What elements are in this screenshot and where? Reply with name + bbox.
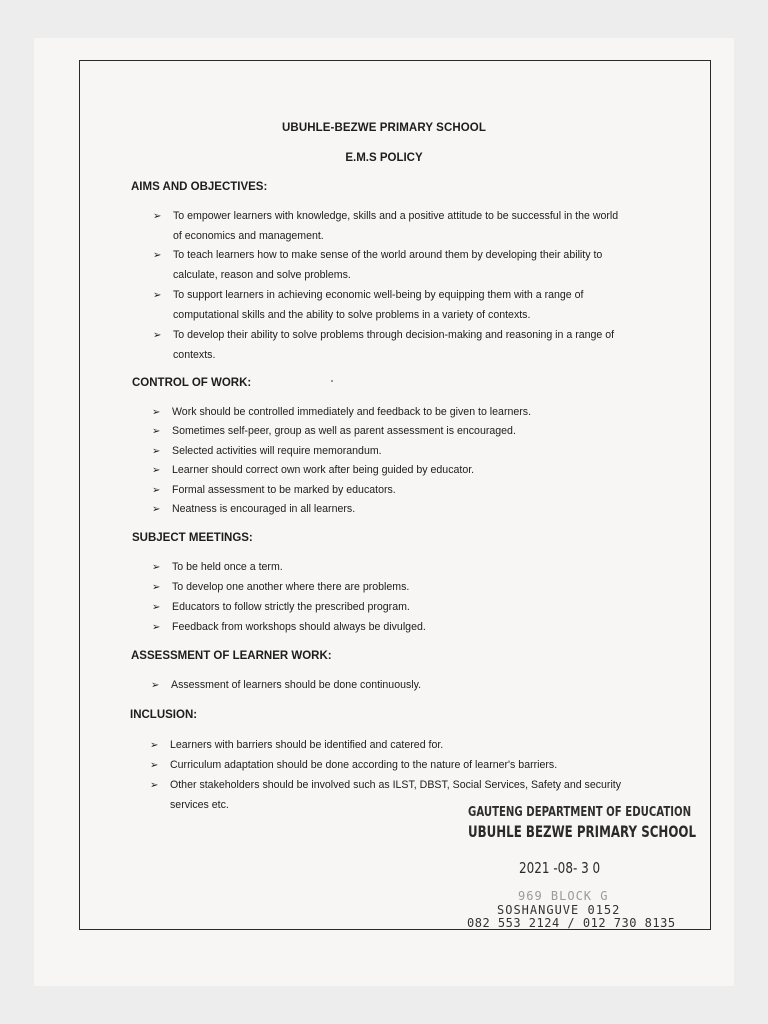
assessment-item-text: Assessment of learners should be done continuously. xyxy=(171,679,422,691)
meetings-item xyxy=(152,598,662,618)
inclusion-item xyxy=(150,756,660,776)
arrow-bullet-icon: ➢ xyxy=(152,602,161,613)
aims-item-line: of economics and management. xyxy=(173,229,324,242)
meetings-item xyxy=(152,558,662,578)
meetings-item-text: Educators to follow strictly the prescribed program. xyxy=(172,601,410,613)
arrow-bullet-icon: ➢ xyxy=(150,740,159,751)
inclusion-item-text: Curriculum adaptation should be done according to the nature of learner's barriers. xyxy=(170,759,558,771)
aims-item-line: To develop their ability to solve problems through decision-making and reasoning in a range of xyxy=(173,329,615,341)
control-item xyxy=(152,461,662,481)
control-item-text: Formal assessment to be marked by educators. xyxy=(172,484,396,496)
stamp-town: SOSHANGUVE 0152 xyxy=(497,903,621,917)
arrow-bullet-icon: ➢ xyxy=(153,211,162,222)
control-item-text: Learner should correct own work after being guided by educator. xyxy=(172,464,475,476)
control-item xyxy=(152,500,662,520)
control-heading: CONTROL OF WORK: xyxy=(132,377,252,389)
aims-item-line: contexts. xyxy=(173,348,216,361)
inclusion-item xyxy=(150,736,660,756)
stamp-department: GAUTENG DEPARTMENT OF EDUCATION xyxy=(468,805,692,820)
arrow-bullet-icon: ➢ xyxy=(153,290,162,301)
arrow-bullet-icon: ➢ xyxy=(152,504,161,515)
aims-item xyxy=(153,246,663,285)
control-item-text: Sometimes self-peer, group as well as parent assessment is encouraged. xyxy=(172,425,516,437)
arrow-bullet-icon: ➢ xyxy=(152,562,161,573)
arrow-bullet-icon: ➢ xyxy=(152,465,161,476)
aims-item xyxy=(153,326,663,365)
inclusion-item-line: Other stakeholders should be involved such as ILST, DBST, Social Services, Safety and security xyxy=(170,779,622,791)
aims-heading: AIMS AND OBJECTIVES: xyxy=(131,181,268,193)
arrow-bullet-icon: ➢ xyxy=(152,446,161,457)
control-item-text: Work should be controlled immediately and feedback to be given to learners. xyxy=(172,406,532,418)
arrow-bullet-icon: ➢ xyxy=(150,780,159,791)
inclusion-heading: INCLUSION: xyxy=(130,709,198,721)
paper-speck xyxy=(331,380,333,382)
stamp-phones: 082 553 2124 / 012 730 8135 xyxy=(467,916,676,930)
aims-item-line: calculate, reason and solve problems. xyxy=(173,268,351,281)
meetings-item-text: To be held once a term. xyxy=(172,561,283,573)
aims-item-line: To support learners in achieving economic well-being by equipping them with a range of xyxy=(173,289,584,301)
meetings-heading: SUBJECT MEETINGS: xyxy=(132,532,253,544)
control-item xyxy=(152,481,662,501)
arrow-bullet-icon: ➢ xyxy=(152,485,161,496)
control-item-text: Selected activities will require memorandum. xyxy=(172,445,382,457)
assessment-heading: ASSESSMENT OF LEARNER WORK: xyxy=(131,650,332,662)
meetings-item xyxy=(152,618,662,638)
aims-item xyxy=(153,286,663,325)
aims-item xyxy=(153,207,663,246)
control-item xyxy=(152,422,662,442)
arrow-bullet-icon: ➢ xyxy=(153,330,162,341)
control-item xyxy=(152,403,662,423)
inclusion-item-line: services etc. xyxy=(170,798,229,811)
control-item xyxy=(152,442,662,462)
control-item-text: Neatness is encouraged in all learners. xyxy=(172,503,356,515)
stamp-address: 969 BLOCK G xyxy=(518,889,609,903)
stamp-date: 2021 -08- 3 0 xyxy=(519,859,601,877)
assessment-item xyxy=(151,676,661,696)
policy-title: E.M.S POLICY xyxy=(345,152,423,164)
aims-item-line: To empower learners with knowledge, skills and a positive attitude to be successful in the world xyxy=(173,210,619,222)
meetings-item xyxy=(152,578,662,598)
arrow-bullet-icon: ➢ xyxy=(151,680,160,691)
arrow-bullet-icon: ➢ xyxy=(152,426,161,437)
arrow-bullet-icon: ➢ xyxy=(150,760,159,771)
meetings-item-text: Feedback from workshops should always be divulged. xyxy=(172,621,426,633)
aims-item-line: computational skills and the ability to solve problems in a variety of contexts. xyxy=(173,308,531,321)
arrow-bullet-icon: ➢ xyxy=(152,622,161,633)
arrow-bullet-icon: ➢ xyxy=(152,582,161,593)
school-name: UBUHLE-BEZWE PRIMARY SCHOOL xyxy=(282,122,486,134)
inclusion-item-text: Learners with barriers should be identified and catered for. xyxy=(170,739,444,751)
stamp-school: UBUHLE BEZWE PRIMARY SCHOOL xyxy=(468,822,697,841)
arrow-bullet-icon: ➢ xyxy=(152,407,161,418)
arrow-bullet-icon: ➢ xyxy=(153,250,162,261)
meetings-item-text: To develop one another where there are problems. xyxy=(172,581,410,593)
aims-item-line: To teach learners how to make sense of the world around them by developing their ability to xyxy=(173,249,603,261)
